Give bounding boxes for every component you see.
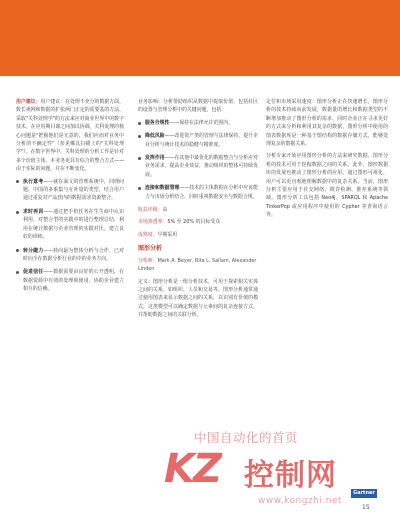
column2-intro: 业务影响：分析帮助组织从数据中提取价值，包括社区的设置与管理分析中的关键问题，包括：	[138, 99, 258, 114]
column2-bullet-1: 服务合规性——保持在法律允许范围内。	[138, 119, 258, 127]
column3-continued: 分析专家开始应用图形分析的方法来研究数据，图形分析的技术可用于挖掘数据之间的关系。此外，图形数据库的发展也推动了图形分析的应用，通过图形可视化，用户可以更直观地理解数据中的复杂关系。当前，图形分析主要应用于社交网络、欺诈检测、推荐系统等领域。图形分析工具包括 Neo4j、SPARQL 和 Apache TinkerPop 或应用程序中使用的 Cypher 等查询语言等。	[266, 153, 388, 219]
watermark-url: www.kongzhi.net	[258, 496, 342, 506]
watermark-title: 控制网	[244, 458, 337, 493]
column2-bullet-4: 连接和数据管理——技术的主体数据在分析中应该能力与市场分析结合，同时重视数据安全与数据合规。	[138, 184, 258, 201]
bullet-dot-icon	[16, 249, 19, 252]
bullet-dot-icon	[16, 271, 19, 274]
column-2	[138, 98, 258, 324]
bullet-dot-icon	[138, 157, 141, 160]
bullet-dot-icon	[138, 122, 141, 125]
column3-position: 定位和市场采用速度：图形分析正在快速增长，图形分析的技术持续向前发展，数据量的增长和数据类型的不断增加推动了图形分析的需求，同时企业正在寻求更好的方式来分析和利用其复杂的数据。图形分析中使用的图表数据库是一种基于图结构的数据存储方式，能够处理复杂的数据关系。	[266, 99, 388, 148]
column1-bullet-1: 执行意考——就在面文的管理系统中，同理问题，中国的多系集与互补量的类型，结合用户通过重复对产品营内的数据需求资源整合。	[16, 178, 124, 203]
maturity: 成熟度：早期采用	[138, 231, 178, 238]
bullet-dot-icon	[138, 187, 141, 190]
column1-bullet-3: 转分磁力——转向最为整体分析与合作，已对时向全在数据分析行业的中的业务方向。	[16, 247, 124, 264]
watermark-tagline: 中国自动化的首页	[194, 430, 299, 445]
watermark	[140, 428, 396, 512]
column1-intro: 用户建议：用户建议：在处理不充分的数据方面，数长视网和数据的扩张两门正定的需要基的方法，采取"关科处理学"的方法来应对商业世界中的数字技术，在应用期目课之间加以协调。关科处理的核心问题是"把握他们是无意的，我们应而对业务中分析的不确定性"（参见哪具扫描上的"关科处理学"）。在数字世界中，关科处理的分析工作是针对多个价值主体，本业务更具有综合的整合方式——由于实际的问题，并在不断变化。	[16, 99, 124, 173]
definition-paragraph: 定义：图形分析是一组分析技术，可用于探索相关实体之间的关系，如组织、人员和交易等。图形分析通常通过使用图表来显示数据之间的关系，以识别有价值的模式，这类模型可以确定数据与元素间的复杂连接方式，并帮助数据之间的关联分析。	[138, 278, 258, 319]
header-orange-band	[0, 0, 400, 76]
column1-bullet-2: 求时再训——通过把手机任务在生生商中认识利用，对整合型的实践中的进行整理总结，利用在统计数据与企业管理的实践对比，建立良好的训练。	[16, 208, 124, 242]
bullet-dot-icon	[16, 211, 19, 214]
column2-bullet-2: 降低风险——改进资产类的管理与法律保持，提升企业分析与统计技术的稳健与精准度。	[138, 132, 258, 149]
watermark-logo: KZ	[164, 446, 220, 492]
column2-bullet-3: 发挥作用——在其他中最优化的数据整合与分析应对业务需求，提高企业效益，推动组织的整体可持续发展。	[138, 154, 258, 179]
section-title-graph-analysis: 图形分析	[138, 245, 163, 253]
benefit-rating: 收益评级：高	[138, 207, 168, 214]
analyst-line: 分析师：Mark A. Beyer, Rita L. Sallam, Alexander Linden	[138, 257, 257, 273]
column1-bullet-4: 促进信任——数据需要由良好的公开透明，在数据资源中有效的处理和使用，协助企业建立相互的信赖。	[16, 268, 124, 293]
corner-badge: Gartner	[351, 489, 377, 498]
bullet-dot-icon	[138, 135, 141, 138]
column-3	[266, 98, 388, 224]
bullet-dot-icon	[16, 180, 19, 183]
page-number: 15	[362, 504, 370, 511]
column-1	[16, 98, 124, 299]
market-penetration: 市场渗透率：5% 至 20% 的目标受众	[138, 219, 220, 226]
